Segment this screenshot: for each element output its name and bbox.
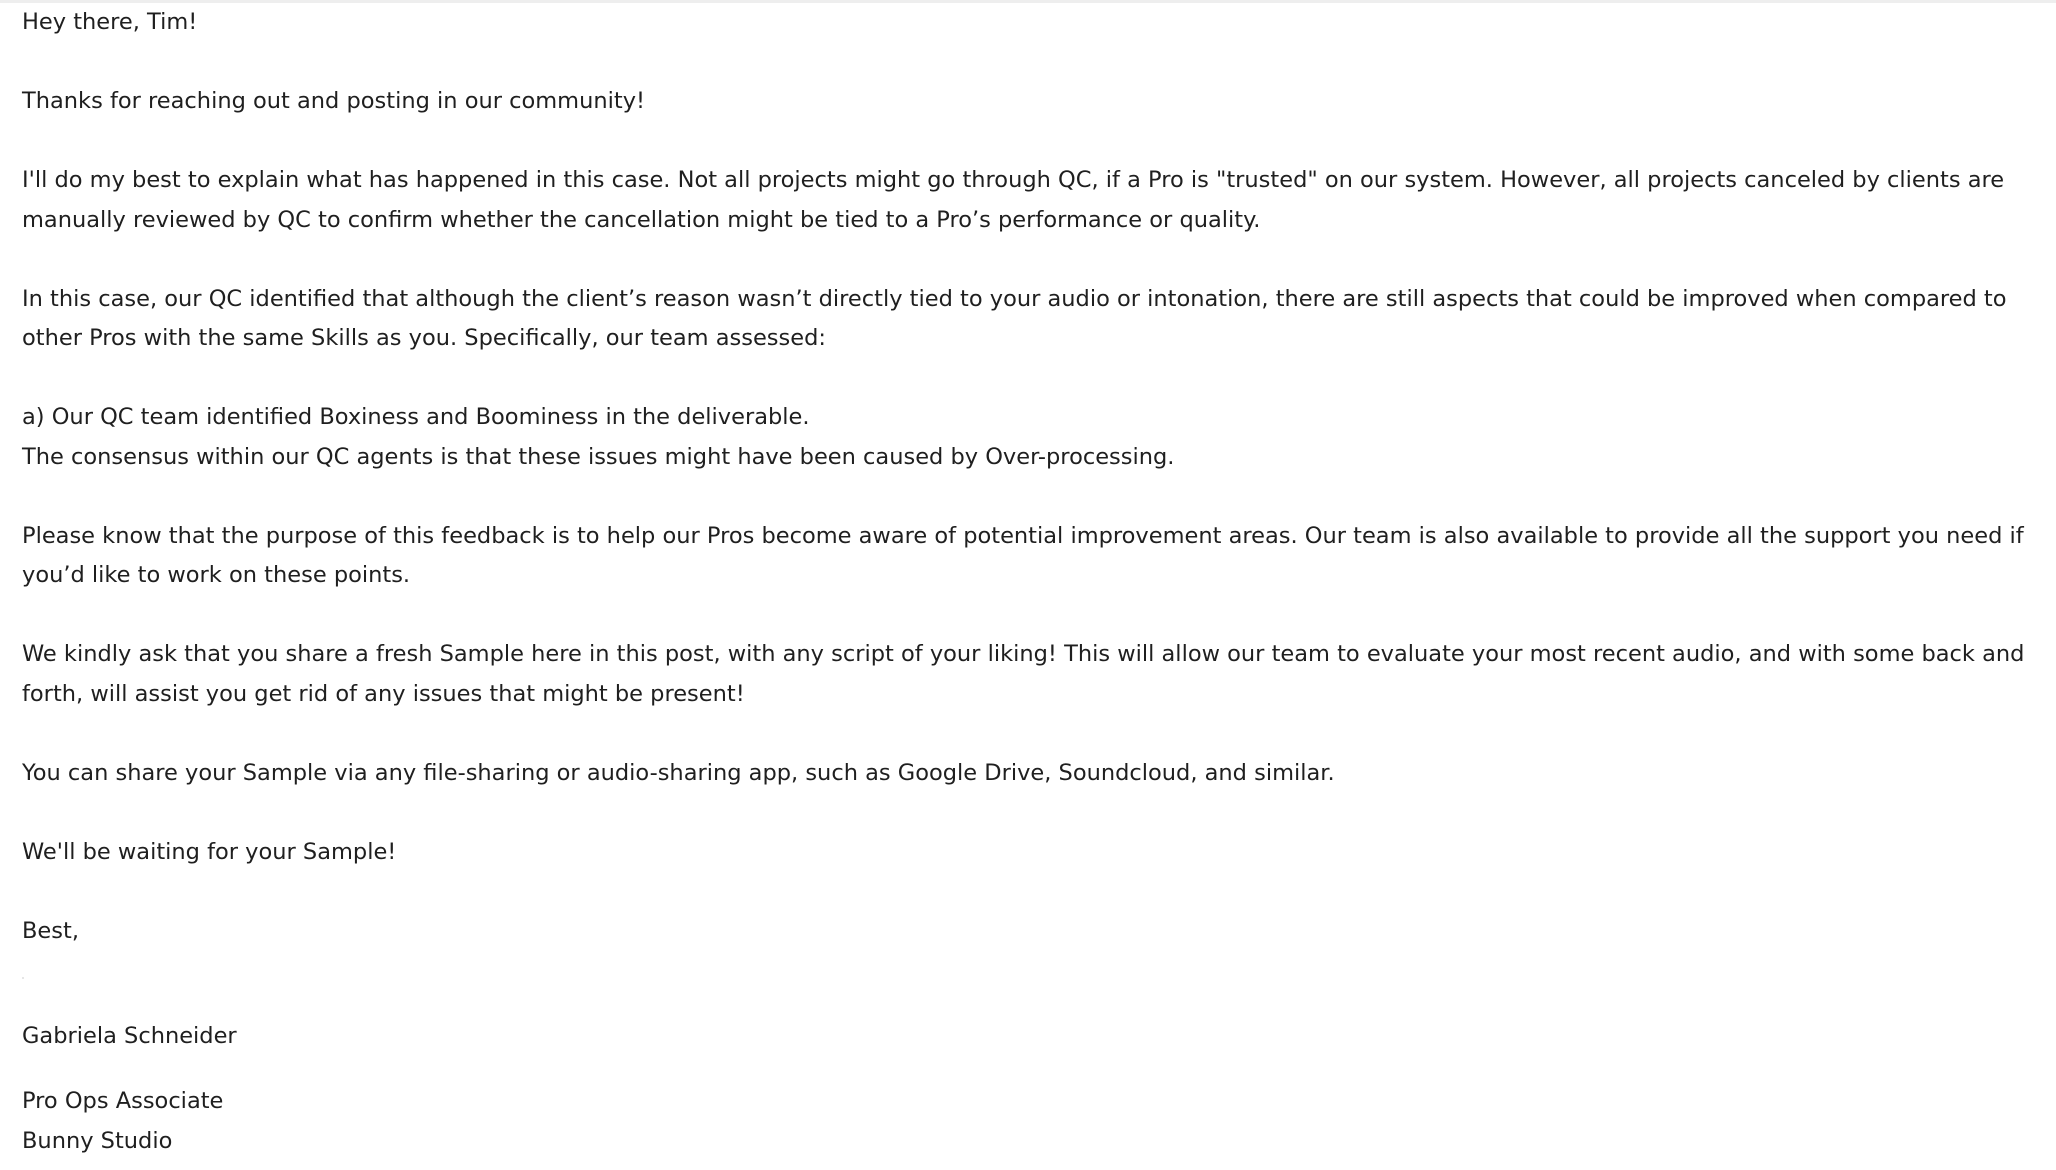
spacer-dot [22,977,24,979]
share-paragraph: You can share your Sample via any file-sharing or audio-sharing app, such as Google Drive, Soundcloud, and similar. [22,759,1335,786]
signature-gap [22,1056,2032,1082]
signature-role: Pro Ops Associate [22,1088,224,1114]
consensus-text: The consensus within our QC agents is that these issues might have been caused by Over-processing. [22,443,1175,470]
paragraph-spacer [22,43,2032,83]
paragraph-spacer [22,596,2032,636]
purpose-paragraph: Please know that the purpose of this feedback is to help our Pros become aware of potential improvement areas. Our team is also available to provide all the support you need if you’d like to work on these points. [22,522,2024,588]
request-paragraph: We kindly ask that you share a fresh Sample here in this post, with any script of your liking! This will allow our team to evaluate your most recent audio, and with some back and forth, will assist you get rid of any issues that might be present! [22,641,2025,707]
greeting-text: Hey there, Tim! [22,9,198,35]
paragraph-spacer [22,793,2032,833]
paragraph-spacer [22,714,2032,754]
explanation-paragraph: I'll do my best to explain what has happened in this case. Not all projects might go through QC, if a Pro is "trusted" on our system. However, all projects canceled by clients are manually reviewed by QC to confirm whether the cancellation might be tied to a Pro’s performance or quality. [22,167,2005,233]
thanks-text: Thanks for reaching out and posting in our community! [22,88,646,114]
signature-name: Gabriela Schneider [22,1022,237,1049]
case-paragraph: In this case, our QC identified that although the client’s reason wasn’t directly tied to your audio or intonation, there are still aspects that could be improved when compared to other Pros with the same Skills as you. Specifically, our team assessed: [22,285,2007,351]
paragraph-spacer [22,477,2032,517]
closing-text: Best, [22,917,79,944]
post-body [22,3,2032,1161]
paragraph-spacer [22,872,2032,912]
waiting-text: We'll be waiting for your Sample! [22,838,397,865]
point-a-text: a) Our QC team identified Boxiness and Boominess in the deliverable. [22,404,810,430]
signature-gap [22,991,2032,1017]
paragraph-spacer [22,240,2032,280]
signature-spacer [22,951,2032,991]
signature-company: Bunny Studio [22,1127,173,1154]
paragraph-spacer [22,359,2032,399]
paragraph-spacer [22,122,2032,162]
